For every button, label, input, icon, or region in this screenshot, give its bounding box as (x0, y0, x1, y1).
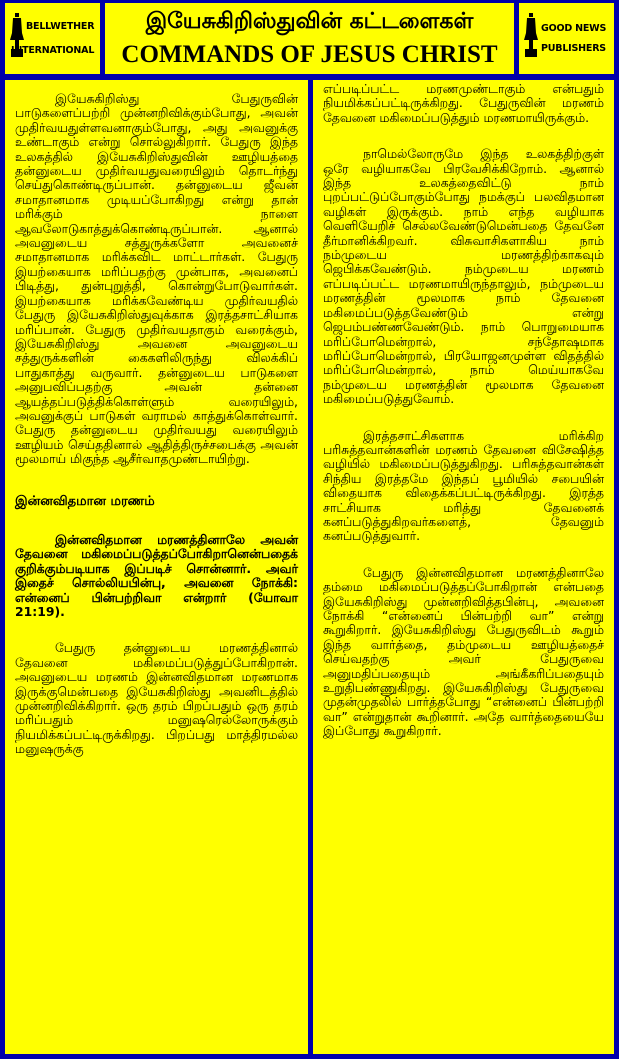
title-panel (105, 3, 514, 74)
right-logo-panel (519, 3, 614, 74)
logo-text-line2: INTERNATIONAL (11, 45, 95, 56)
left-paragraph-2: பேதுரு தன்னுடைய மரணத்தினால் தேவனை மகிமைப்படுத்துப்போகிறான். அவனுடைய மரணம் இன்னவிதமான மரணமாக இருக்குமென்பதை இயேசுகிறிஸ்து அவனிடத்தில் முன்னறிவிக்கிறார். ஒரு தரம் பிறப்பதும் ஒரு தரம் மரிப்பதும் மனுஷரெல்லோருக்கும் நியமிக்கப்பட்டிருக்கிறது. பிறப்பது மாத்திரமல்ல மனுஷருக்கு (15, 640, 298, 757)
section-heading: இன்னவிதமான மரணம் (15, 493, 155, 509)
logo-text-line2: PUBLISHERS (541, 43, 606, 54)
lamp-icon (523, 13, 539, 59)
bellwether-logo (9, 13, 96, 65)
title-tamil: இயேசுகிறிஸ்துவின் கட்டளைகள் (145, 9, 474, 34)
right-column (313, 80, 614, 1054)
left-paragraph-1: இயேசுகிறிஸ்து பேதுருவின் பாடுகளைப்பற்றி முன்னறிவிக்கும்போது, அவன் முதிர்வயதுள்ளவனாகும்போது, அது அவனுக்கு உண்டாகும் என்று சொல்லுகிறார். பேதுரு இந்த உலகத்தில் இயேசுகிறிஸ்துவின் ஊழியத்தை தன்னுடைய முதிர்வயதுவரையிலும் தொடர்ந்து செய்துகொண்டிருப்பான். தன்னுடைய ஜீவன் சமாதானமாக முடியப்போகிறது என்று தான் மரிக்கும் நாளை ஆவலோடுகாத்துக்கொண்டிருப்பான். ஆனால் அவனுடைய சத்துருக்களோ அவனைச் சமாதானமாக மரிக்கவிட மாட்டார்கள். பேதுரு இயற்கையாக மரிப்பதற்கு முன்பாக, அவனைப் பிடித்து, துன்புறுத்தி, கொன்றுபோடுவார்கள். இயற்கையாக மரிக்கவேண்டிய முதிர்வயதில் பேதுரு இயேசுகிறிஸ்துவுக்காக இரத்தசாட்சியாக மரிப்பான். பேதுரு முதிர்வயதாகும் வரைக்கும், இயேசுகிறிஸ்து அவனை அவனுடைய சத்துருக்களின் கைகளிலிருந்து விலக்கிப் பாதுகாத்து வருவார். தன்னுடைய பாடுகளை அனுபவிப்பதற்கு அவன் தன்னை ஆயத்தப்படுத்திக்கொள்ளும் வரையிலும், அவனுக்குப் பாடுகள் வராமல் காத்துக்கொள்வார். பேதுரு தன்னுடைய முதிர்வயது வரையிலும் ஊழியம் செய்ததினால் ஆதித்திருச்சபைக்கு அவன் மூலமாய் மிகுந்த ஆசீர்வாதமுண்டாயிற்று. (15, 91, 298, 467)
scripture-quote: இன்னவிதமான மரணத்தினாலே அவன் தேவனை மகிமைப்படுத்தப்போகிறானென்பதைக் குறிக்கும்படியாக இப்படிச் சொன்னார். அவர் இதைச் சொல்லியபின்பு, அவனை நோக்கி: என்னைப் பின்பற்றிவா என்றார் (யோவா 21:19). (15, 531, 298, 619)
right-paragraph-2: நாமெல்லோருமே இந்த உலகத்திற்குள் ஒரே வழியாகவே பிரவேசிக்கிறோம். ஆனால் இந்த உலகத்தைவிட்டு நாம் புறப்பட்டுப்போகும்போது நமக்குப் பலவிதமான வழிகள் இருக்கும். நாம் எந்த வழியாக வெளியேறிச் செல்லவேண்டுமென்பதை தேவனே தீர்மானிக்கிறவர். விசுவாசிகளாகிய நாம் நம்முடைய மரணத்திற்காகவும் ஜெபிக்கவேண்டும். நம்முடைய மரணம் எப்படிப்பட்ட மரணமாயிருந்தாலும், நம்முடைய மரணத்தின் மூலமாக நாம் தேவனை மகிமைப்படுத்தவேண்டும் என்று ஜெபம்பண்ணவேண்டும். நாம் பொறுமையாக மரிப்போமென்றால், சந்தோஷமாக மரிப்போமென்றால், பிரயோஜனமுள்ள விதத்தில் மரிப்போமென்றால், நாம் மெய்யாகவே நம்முடைய மரணத்தின் மூலமாக தேவனை மகிமைப்படுத்துவோம். (323, 146, 604, 407)
logo-text-line1: BELLWETHER (26, 21, 95, 32)
title-english: COMMANDS OF JESUS CHRIST (121, 41, 498, 68)
right-paragraph-3: இரத்தசாட்சிகளாக மரிக்கிற பரிசுத்தவான்களின் மரணம் தேவனை விசேஷித்த வழியில் மகிமைப்படுத்துகிறது. பரிசுத்தவான்கள் சிந்திய இரத்தமே இந்தப் பூமியில் சபையின் விதையாக விதைக்கப்பட்டிருக்கிறது. இரத்த சாட்சியாக மரித்து தேவனைக் கனப்படுத்துகிறவர்களைத், தேவனும் கனப்படுத்துவார். (323, 427, 604, 544)
right-paragraph-4: பேதுரு இன்னவிதமான மரணத்தினாலே தம்மை மகிமைப்படுத்தப்போகிறான் என்பதை இயேசுகிறிஸ்து முன்னறிவித்தபின்பு, அவனை நோக்கி “என்னைப் பின்பற்றி வா” என்று கூறுகிறார். இயேசுகிறிஸ்து பேதுருவிடம் கூறும் இந்த வார்த்தை, தம்முடைய ஊழியத்தைச் செய்வதற்கு அவர் பேதுருவை அனுமதிப்பதையும் அங்கீகரிப்பதையும் உறுதிபண்ணுகிறது. இயேசுகிறிஸ்து பேதுருவை முதன்முதலில் பார்த்தபோது “என்னைப் பின்பற்றி வா” என்றுதான் கூறினார். அதே வார்த்தையையே இப்போது கூறுகிறார். (323, 564, 604, 739)
left-logo-panel (5, 3, 100, 74)
right-paragraph-1: எப்படிப்பட்ட மரணமுண்டாகும் என்பதும் நியமிக்கப்பட்டிருக்கிறது. பேதுருவின் மரணம் தேவனை மகிமைப்படுத்தும் மரணமாயிருக்கும். (323, 81, 604, 125)
good-news-logo (523, 13, 610, 65)
logo-text-line1: GOOD NEWS (541, 23, 607, 34)
left-column (5, 80, 308, 1054)
